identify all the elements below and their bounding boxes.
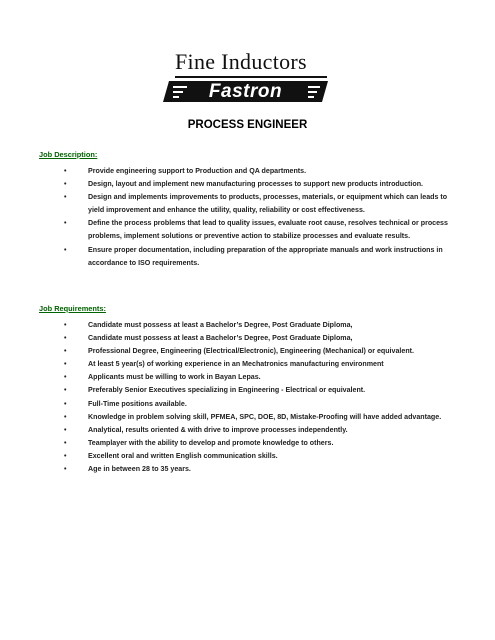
bullet-icon: • bbox=[64, 425, 67, 434]
list-item-text: Age in between 28 to 35 years. bbox=[88, 465, 191, 474]
bullet-icon: • bbox=[64, 193, 67, 202]
list-item-text: Ensure proper documentation, including preparation of the appropriate manuals and work instructions in accordance to ISO requirements. bbox=[88, 245, 443, 267]
bullet-icon: • bbox=[64, 465, 67, 474]
list-item bbox=[64, 371, 459, 384]
company-logo bbox=[163, 50, 328, 106]
bullet-icon: • bbox=[64, 245, 67, 254]
list-item-text: At least 5 year(s) of working experience in an Mechatronics manufacturing environment bbox=[88, 360, 384, 369]
list-item bbox=[64, 178, 459, 191]
list-item bbox=[64, 358, 459, 371]
list-item bbox=[64, 165, 459, 178]
logo-wordmark: Fastron bbox=[208, 81, 283, 102]
list-item-text: Full-Time positions available. bbox=[88, 399, 187, 408]
list-item-text: Teamplayer with the ability to develop and promote knowledge to others. bbox=[88, 438, 334, 447]
bullet-icon: • bbox=[64, 399, 67, 408]
bullet-icon: • bbox=[64, 347, 67, 356]
logo-rule bbox=[175, 76, 327, 78]
bullet-icon: • bbox=[64, 321, 67, 329]
list-item-text: Candidate must possess at least a Bachelor’s Degree, Post Graduate Diploma, bbox=[88, 334, 353, 343]
job-description-heading: Job Description: bbox=[39, 150, 98, 159]
list-item bbox=[64, 411, 459, 424]
bullet-icon: • bbox=[64, 334, 67, 343]
bullet-icon: • bbox=[64, 451, 67, 460]
list-item bbox=[64, 319, 459, 332]
list-item bbox=[64, 424, 459, 437]
list-item bbox=[64, 191, 459, 217]
list-item-text: Preferably Senior Executives specializing in Engineering - Electrical or equivalent. bbox=[88, 386, 366, 395]
bullet-icon: • bbox=[64, 386, 67, 395]
list-item-text: Design and implements improvements to products, processes, materials, or equipment which can leads to yield improvement and enhance the utility, quality, reliability or cost effectiveness. bbox=[88, 193, 448, 215]
bullet-icon: • bbox=[64, 438, 67, 447]
list-item bbox=[64, 398, 459, 411]
bullet-icon: • bbox=[64, 219, 67, 228]
list-item bbox=[64, 384, 459, 397]
list-item-text: Applicants must be willing to work in Bayan Lepas. bbox=[88, 373, 261, 382]
list-item-text: Candidate must possess at least a Bachelor’s Degree, Post Graduate Diploma, bbox=[88, 321, 353, 329]
list-item-text: Excellent oral and written English communication skills. bbox=[88, 451, 278, 460]
bullet-icon: • bbox=[64, 180, 67, 189]
list-item bbox=[64, 463, 459, 476]
list-item bbox=[64, 332, 459, 345]
job-requirements-heading: Job Requirements: bbox=[39, 304, 106, 313]
page-title: PROCESS ENGINEER bbox=[187, 119, 308, 131]
job-requirements-list bbox=[64, 319, 459, 476]
list-item bbox=[64, 345, 459, 358]
list-item bbox=[64, 450, 459, 463]
list-item bbox=[64, 217, 459, 243]
list-item-text: Professional Degree, Engineering (Electrical/Electronic), Engineering (Mechanical) or equivalent. bbox=[88, 347, 415, 356]
list-item-text: Knowledge in problem solving skill, PFMEA, SPC, DOE, 8D, Mistake-Proofing will have added advantage. bbox=[88, 412, 442, 421]
list-item bbox=[64, 437, 459, 450]
list-item-text: Design, layout and implement new manufacturing processes to support new products introduction. bbox=[88, 180, 424, 189]
job-description-list bbox=[64, 165, 459, 270]
list-item bbox=[64, 244, 459, 270]
list-item-text: Analytical, results oriented & with drive to improve processes independently. bbox=[88, 425, 348, 434]
logo-tagline: Fine Inductors bbox=[175, 49, 307, 74]
bullet-icon: • bbox=[64, 412, 67, 421]
bullet-icon: • bbox=[64, 373, 67, 382]
bullet-icon: • bbox=[64, 167, 67, 175]
list-item-text: Define the process problems that lead to quality issues, evaluate root cause, resolves technical or process problems, implement solutions or preventive action to stabilize processes and evaluate results. bbox=[88, 219, 448, 241]
list-item-text: Provide engineering support to Production and QA departments. bbox=[88, 167, 307, 175]
bullet-icon: • bbox=[64, 360, 67, 369]
